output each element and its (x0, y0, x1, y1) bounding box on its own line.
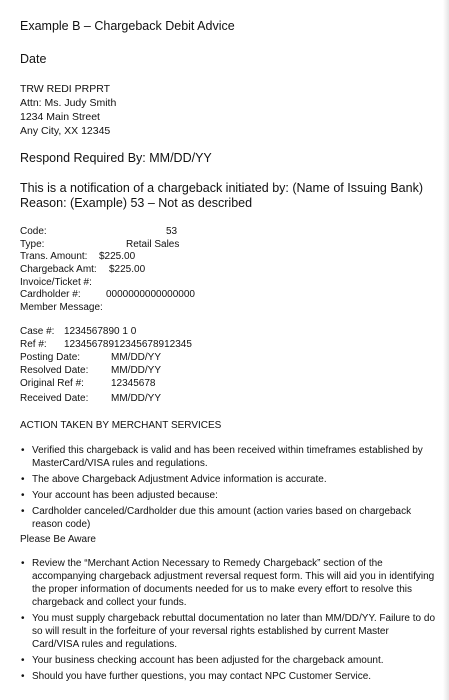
action-item: • Cardholder canceled/Cardholder due this amount (action varies based on chargeback reason code) (17, 505, 437, 531)
case-label: Case #: (20, 326, 55, 337)
posting-date-label: Posting Date: (20, 352, 81, 363)
aware-item: • Review the “Merchant Action Necessary to Remedy Chargeback” section of the accompanying chargeback adjustment reversal request form. This will aid you in identifying the proper information of documents needed for us to make every effort to resolve this chargeback and collect your funds. (17, 557, 437, 609)
document-title: Example B – Chargeback Debit Advice (20, 19, 235, 33)
aware-item: • You must supply chargeback rebuttal documentation no later than MM/DD/YY. Failure to do so will result in the forfeiture of your reversal rights established by current Master Card/VISA rules and regulations. (17, 612, 437, 651)
received-date-value: MM/DD/YY (111, 393, 161, 404)
chargeback-amt-value: $225.00 (109, 264, 146, 275)
address-name: TRW REDI PRPRT (20, 83, 111, 95)
original-ref-value: 12345678 (111, 378, 156, 389)
action-item: • The above Chargeback Adjustment Advice information is accurate. (17, 473, 437, 486)
action-heading: ACTION TAKEN BY MERCHANT SERVICES (20, 420, 222, 431)
resolved-date-value: MM/DD/YY (111, 365, 161, 376)
address-street: 1234 Main Street (20, 111, 100, 123)
chargeback-amt-label: Chargeback Amt: (20, 264, 97, 275)
code-label: Code: (20, 226, 47, 237)
aware-heading: Please Be Aware (20, 534, 96, 545)
posting-date-value: MM/DD/YY (111, 352, 161, 363)
action-item: • Verified this chargeback is valid and has been received within timeframes established by MasterCard/VISA rules and regulations. (17, 444, 437, 470)
cardholder-value: 0000000000000000 (106, 289, 195, 300)
address-city: Any City, XX 12345 (20, 125, 111, 137)
cardholder-label: Cardholder #: (20, 289, 81, 300)
invoice-label: Invoice/Ticket #: (20, 277, 92, 288)
trans-amount-value: $225.00 (99, 251, 136, 262)
type-label: Type: (20, 239, 45, 250)
action-item: • Your account has been adjusted because: (17, 489, 437, 502)
address-attn: Attn: Ms. Judy Smith (20, 97, 117, 109)
case-value: 1234567890 1 0 (64, 326, 137, 337)
original-ref-label: Original Ref #: (20, 378, 84, 389)
code-value: 53 (166, 226, 178, 237)
trans-amount-label: Trans. Amount: (20, 251, 88, 262)
member-message-label: Member Message: (20, 302, 103, 313)
reason-line: Reason: (Example) 53 – Not as described (20, 196, 253, 210)
ref-value: 12345678912345678912345 (64, 339, 192, 350)
resolved-date-label: Resolved Date: (20, 365, 89, 376)
aware-list (17, 557, 437, 686)
received-date-label: Received Date: (20, 393, 89, 404)
respond-required: Respond Required By: MM/DD/YY (20, 151, 212, 165)
date-label: Date (20, 52, 47, 66)
type-value: Retail Sales (126, 239, 180, 250)
page-edge-shadow (443, 0, 449, 700)
aware-item: • Your business checking account has been adjusted for the chargeback amount. (17, 654, 437, 667)
notification-line: This is a notification of a chargeback initiated by: (Name of Issuing Bank) (20, 181, 423, 195)
action-list (17, 444, 437, 534)
ref-label: Ref #: (20, 339, 47, 350)
aware-item: • Should you have further questions, you may contact NPC Customer Service. (17, 670, 437, 683)
